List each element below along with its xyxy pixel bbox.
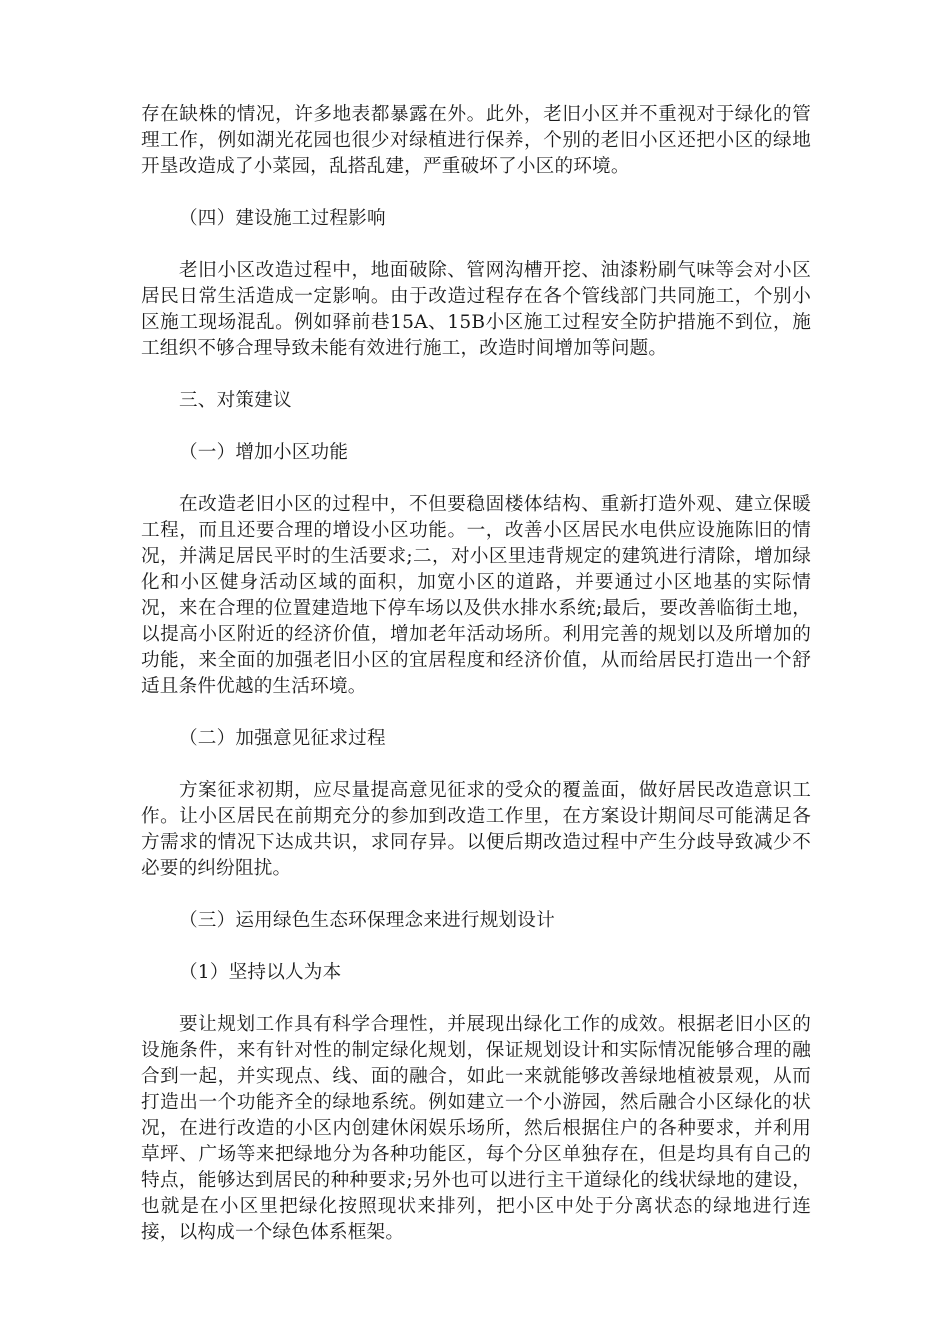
body-paragraph: 方案征求初期，应尽量提高意见征求的受众的覆盖面，做好居民改造意识工作。让小区居民在前期充分的参加到改造工作里，在方案设计期间尽可能满足各方需求的情况下达成共识，求同存异。以便后期改造过程中产生分歧导致减少不必要的纠纷阻扰。 (141, 780, 811, 879)
body-paragraph: 老旧小区改造过程中，地面破除、管网沟槽开挖、油漆粉刷气味等会对小区居民日常生活造成一定影响。由于改造过程存在各个管线部门共同施工，个别小区施工现场混乱。例如驿前巷15A、15B小区施工过程安全防护措施不到位，施工组织不够合理导致未能有效进行施工，改造时间增加等问题。 (141, 260, 811, 359)
subsection-heading: （1）坚持以人为本 (179, 962, 342, 983)
body-paragraph: 要让规划工作具有科学合理性，并展现出绿化工作的成效。根据老旧小区的设施条件，来有针对性的制定绿化规划，保证规划设计和实际情况能够合理的融合到一起，并实现点、线、面的融合，如此一来就能够改善绿地植被景观，从而打造出一个功能齐全的绿地系统。例如建立一个小游园，然后融合小区绿化的状况，在进行改造的小区内创建休闲娱乐场所，然后根据住户的各种要求，并利用草坪、广场等来把绿地分为各种功能区，每个分区单独存在，但是均具有自己的特点，能够达到居民的种种要求;另外也可以进行主干道绿化的线状绿地的建设，也就是在小区里把绿化按照现状来排列，把小区中处于分离状态的绿地进行连接，以构成一个绿色体系框架。 (141, 1014, 811, 1243)
section-heading: （三）运用绿色生态环保理念来进行规划设计 (179, 910, 555, 931)
body-paragraph: 在改造老旧小区的过程中，不但要稳固楼体结构、重新打造外观、建立保暖工程，而且还要合理的增设小区功能。一，改善小区居民水电供应设施陈旧的情况，并满足居民平时的生活要求;二，对小区里违背规定的建筑进行清除，增加绿化和小区健身活动区域的面积，加宽小区的道路，并要通过小区地基的实际情况，来在合理的位置建造地下停车场以及供水排水系统;最后，要改善临街土地，以提高小区附近的经济价值，增加老年活动场所。利用完善的规划以及所增加的功能，来全面的加强老旧小区的宜居程度和经济价值，从而给居民打造出一个舒适且条件优越的生活环境。 (141, 494, 811, 697)
body-paragraph: 存在缺株的情况，许多地表都暴露在外。此外，老旧小区并不重视对于绿化的管理工作，例如湖光花园也很少对绿植进行保养，个别的老旧小区还把小区的绿地开垦改造成了小菜园，乱搭乱建，严重破坏了小区的环境。 (141, 104, 811, 177)
document-page (141, 102, 811, 1246)
section-heading: （一）增加小区功能 (179, 442, 349, 463)
section-heading: （二）加强意见征求过程 (179, 728, 386, 749)
chapter-heading: 三、对策建议 (179, 390, 292, 411)
section-heading: （四）建设施工过程影响 (179, 208, 386, 229)
